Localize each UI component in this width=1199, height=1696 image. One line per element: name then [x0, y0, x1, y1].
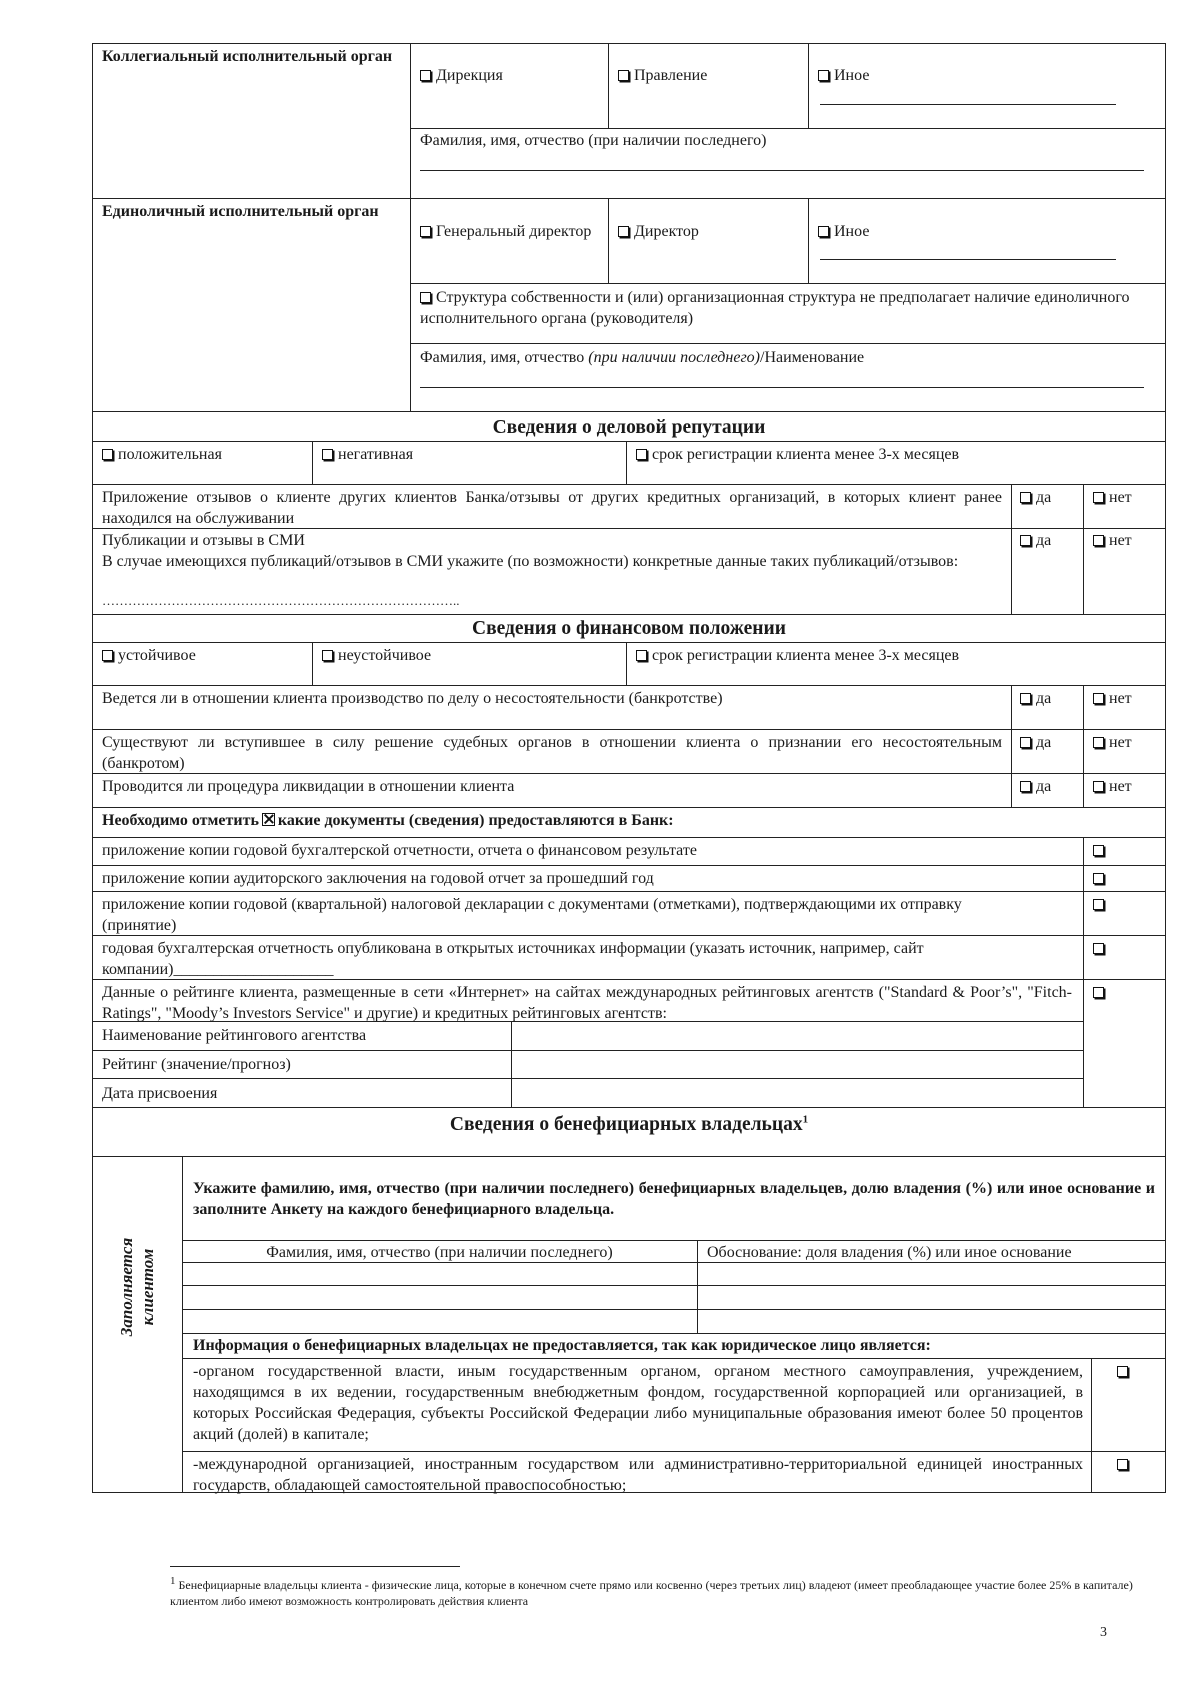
finance-question-liquidation: Проводится ли процедура ликвидации в отношении клиента [102, 778, 515, 795]
reputation-question-media: Публикации и отзывы в СМИ [102, 532, 305, 549]
beneficiaries-instruction: Укажите фамилию, имя, отчество (при наличии последнего) бенефициарных владельцев, долю владения (%) или иное основание и заполните Анкету на каждого бенефициарного владельца. [193, 1180, 1155, 1218]
checkbox-icon[interactable] [420, 292, 431, 303]
beneficiary-fio-input[interactable] [183, 1263, 696, 1284]
collegial-option-directorate[interactable]: Дирекция [420, 65, 503, 86]
checkbox-icon[interactable] [102, 449, 113, 460]
page-number: 3 [1100, 1625, 1107, 1640]
checkbox-icon[interactable] [818, 226, 829, 237]
finance-option-new-client[interactable]: срок регистрации клиента менее 3-х месяцев [636, 645, 959, 666]
checkbox-icon[interactable] [1117, 1459, 1128, 1470]
checkbox-icon[interactable] [1020, 535, 1031, 546]
checkbox-icon[interactable] [1093, 492, 1104, 503]
reputation-option-negative[interactable]: негативная [322, 444, 413, 465]
reputation-media-dots[interactable]: ……………………………………………………………………….. [102, 593, 460, 608]
checkbox-icon[interactable] [1020, 693, 1031, 704]
exempt-item-checkbox[interactable] [1117, 1454, 1133, 1475]
document-item-checkbox[interactable] [1093, 840, 1109, 861]
collegial-other-input-line[interactable] [820, 104, 1116, 105]
checkbox-icon[interactable] [1093, 845, 1104, 856]
beneficiary-basis-input[interactable] [698, 1310, 1164, 1332]
reputation-option-positive[interactable]: положительная [102, 444, 222, 465]
checkbox-icon[interactable] [1020, 781, 1031, 792]
collegial-option-board[interactable]: Правление [618, 65, 707, 86]
rating-agency-label: Наименование рейтингового агентства [102, 1027, 367, 1044]
document-item: годовая бухгалтерская отчетность опубликована в открытых источниках информации (указать источник, например, сайт компании)____________________ [102, 940, 924, 978]
rating-date-label: Дата присвоения [102, 1085, 218, 1102]
sole-structure-option[interactable]: Структура собственности и (или) организационная структура не предполагает наличие единоличного исполнительного органа (руководителя) [420, 289, 1130, 327]
checkbox-icon[interactable] [420, 226, 431, 237]
checkbox-icon[interactable] [1093, 693, 1104, 704]
sole-option-other[interactable]: Иное [818, 221, 869, 242]
no-option[interactable]: нет [1093, 776, 1132, 797]
yes-option[interactable]: да [1020, 688, 1051, 709]
beneficiary-col-basis-header: Обоснование: доля владения (%) или иное основание [707, 1244, 1072, 1261]
yes-option[interactable]: да [1020, 530, 1051, 551]
checkbox-icon[interactable] [322, 650, 333, 661]
document-item: приложение копии годовой (квартальной) налоговой декларации с документами (отметками), подтверждающими их отправку (принятие) [102, 896, 962, 934]
yes-option[interactable]: да [1020, 776, 1051, 797]
document-item-checkbox[interactable] [1093, 894, 1109, 915]
beneficiary-fio-input[interactable] [183, 1310, 696, 1332]
rating-agency-input[interactable] [512, 1022, 1082, 1049]
documents-heading: Необходимо отметить какие документы (сведения) предоставляются в Банк: [102, 812, 674, 829]
no-option[interactable]: нет [1093, 487, 1132, 508]
document-item: приложение копии аудиторского заключения на годовой отчет за прошедший год [102, 870, 654, 887]
no-option[interactable]: нет [1093, 530, 1132, 551]
finance-question-court: Существуют ли вступившее в силу решение судебных органов в отношении клиента о признании его несостоятельным (банкротом) [102, 734, 1002, 772]
document-item: приложение копии годовой бухгалтерской отчетности, отчета о финансовом результате [102, 842, 697, 859]
filled-by-client-label: Заполняется клиентом [117, 1237, 157, 1337]
checkbox-icon[interactable] [1093, 781, 1104, 792]
checked-checkbox-icon [262, 813, 275, 826]
beneficiary-basis-input[interactable] [698, 1286, 1164, 1308]
rating-value-label: Рейтинг (значение/прогноз) [102, 1056, 291, 1073]
checkbox-icon[interactable] [102, 650, 113, 661]
checkbox-icon[interactable] [1020, 737, 1031, 748]
collegial-option-other[interactable]: Иное [818, 65, 869, 86]
beneficiaries-title: Сведения о бенефициарных владельцах$^1$ [449, 1113, 809, 1135]
collegial-organ-label: Коллегиальный исполнительный орган [102, 48, 393, 65]
document-item-checkbox[interactable] [1093, 938, 1109, 959]
sole-fio-input-line[interactable] [420, 387, 1144, 388]
document-item-rating: Данные о рейтинге клиента, размещенные в сети «Интернет» на сайтах международных рейтинговых агентств ("Standard & Poor’s", "Fitch- Ratings", "Moody’s Investors Service" и другие) и кредитных рейтинговых агентств: [102, 984, 1072, 1022]
sole-option-director[interactable]: Директор [618, 221, 699, 242]
checkbox-icon[interactable] [818, 70, 829, 81]
finance-question-bankruptcy: Ведется ли в отношении клиента производство по делу о несостоятельности (банкротстве) [102, 690, 723, 707]
exempt-item-international: -международной организацией, иностранным государством или административно-территориальной единицей иностранных государств, обладающей самостоятельной правоспособностью; [193, 1456, 1083, 1494]
rating-date-input[interactable] [512, 1079, 1082, 1106]
checkbox-icon[interactable] [1093, 873, 1104, 884]
checkbox-icon[interactable] [1093, 899, 1104, 910]
finance-option-stable[interactable]: устойчивое [102, 645, 196, 666]
sole-organ-label: Единоличный исполнительный орган [102, 203, 379, 220]
document-item-checkbox[interactable] [1093, 868, 1109, 889]
sole-other-input-line[interactable] [820, 259, 1116, 260]
beneficiary-fio-input[interactable] [183, 1286, 696, 1308]
checkbox-icon[interactable] [618, 226, 629, 237]
exempt-item-state-body: -органом государственной власти, иным государственным органом, органом местного самоуправления, учреждением, находящимся в их ведении, государственным внебюджетным фондом, государственной корпорацией или организацией, в которых Российская Федерация, субъекты Российской Федерации либо муниципальные образования имеют более 50 процентов акций (долей) в капитале; [193, 1363, 1083, 1443]
no-option[interactable]: нет [1093, 732, 1132, 753]
sole-fio-label: Фамилия, имя, отчество (при наличии последнего)/Наименование [420, 349, 865, 366]
checkbox-icon[interactable] [636, 650, 647, 661]
reputation-option-new-client[interactable]: срок регистрации клиента менее 3-х месяцев [636, 444, 959, 465]
beneficiary-basis-input[interactable] [698, 1263, 1164, 1284]
checkbox-icon[interactable] [618, 70, 629, 81]
checkbox-icon[interactable] [1093, 987, 1104, 998]
checkbox-icon[interactable] [1093, 943, 1104, 954]
collegial-fio-input-line[interactable] [420, 170, 1144, 171]
reputation-media-note: В случае имеющихся публикаций/отзывов в СМИ укажите (по возможности) конкретные данные таких публикаций/отзывов: [102, 553, 959, 570]
checkbox-icon[interactable] [1117, 1366, 1128, 1377]
checkbox-icon[interactable] [636, 449, 647, 460]
checkbox-icon[interactable] [420, 70, 431, 81]
yes-option[interactable]: да [1020, 732, 1051, 753]
finance-option-unstable[interactable]: неустойчивое [322, 645, 431, 666]
checkbox-icon[interactable] [1093, 737, 1104, 748]
footnote-reference: 1 [802, 1113, 809, 1126]
document-item-checkbox[interactable] [1093, 982, 1109, 1003]
footnote-separator [170, 1566, 460, 1567]
checkbox-icon[interactable] [1020, 492, 1031, 503]
yes-option[interactable]: да [1020, 487, 1051, 508]
footnote: $^1$ Бенефициарные владельцы клиента - физические лица, которые в конечном счете прямо или косвенно (через третьих лиц) владеют (имеет преобладающее участие более 25% в капитале) клиентом либо имеют возможность контролировать действия клиента [170, 1575, 1133, 1608]
finance-title: Сведения о финансовом положении [471, 618, 787, 639]
checkbox-icon[interactable] [322, 449, 333, 460]
reputation-question-reviews: Приложение отзывов о клиенте других клиентов Банка/отзывы от других кредитных организаций, в которых клиент ранее находился на обслуживании [102, 489, 1002, 527]
checkbox-icon[interactable] [1093, 535, 1104, 546]
beneficiaries-exempt-heading: Информация о бенефициарных владельцах не предоставляется, так как юридическое лицо является: [193, 1337, 931, 1354]
rating-value-input[interactable] [512, 1051, 1082, 1077]
collegial-fio-label: Фамилия, имя, отчество (при наличии последнего) [420, 132, 767, 149]
no-option[interactable]: нет [1093, 688, 1132, 709]
beneficiary-col-fio-header: Фамилия, имя, отчество (при наличии последнего) [266, 1244, 613, 1261]
reputation-title: Сведения о деловой репутации [492, 417, 766, 438]
exempt-item-checkbox[interactable] [1117, 1361, 1133, 1382]
sole-option-general-director[interactable]: Генеральный директор [420, 221, 591, 242]
